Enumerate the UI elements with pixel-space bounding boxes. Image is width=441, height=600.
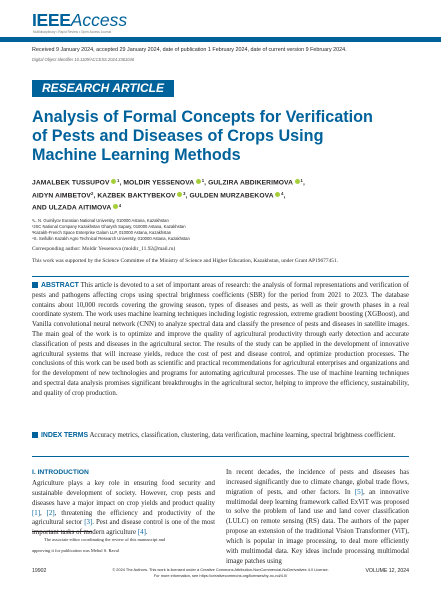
footnote-line: approving it for publication was Mehul S. Raval — [32, 548, 119, 553]
logo-access: Access — [70, 10, 128, 30]
citation-link[interactable]: [3] — [84, 519, 93, 527]
square-bullet-icon — [32, 432, 38, 438]
title-line: Analysis of Formal Concepts for Verification — [32, 108, 373, 126]
ieee-access-logo — [32, 11, 127, 30]
footnote-rule — [32, 531, 92, 532]
abstract — [32, 281, 409, 399]
index-terms-heading: INDEX TERMS — [41, 432, 89, 439]
author-name[interactable]: KAZBEK BAKTYBEKOV — [97, 192, 176, 199]
author-affiliation-mark: 1 — [117, 178, 120, 183]
author-name[interactable]: MOLDIR YESSENOVA — [123, 179, 195, 187]
license-line[interactable]: © 2024 The Authors. This work is licensed under a Creative Commons Attribution-NonCommercial-NoDerivatives 4.0 License. — [112, 567, 329, 572]
author-name[interactable]: AND ULZADA AITIMOVA — [32, 204, 112, 212]
body-text: , threatening the efficiency and productivity of the agricultural sector — [32, 509, 215, 527]
index-terms — [32, 431, 409, 441]
square-bullet-icon — [32, 282, 38, 288]
title-line: of Pests and Diseases of Crops Using — [32, 127, 324, 145]
footnote-line: The associate editor coordinating the review of this manuscript and — [44, 537, 166, 542]
orcid-icon[interactable] — [111, 179, 116, 184]
publication-dates: Received 9 January 2024, accepted 29 January 2024, date of publication 1 February 2024, date of current version 9 February 2024. — [32, 47, 347, 53]
affiliation-list — [32, 218, 190, 242]
author-name[interactable]: AIDYN AIMBETOV — [32, 192, 91, 199]
section-heading-introduction: I. INTRODUCTION — [32, 469, 89, 476]
body-text: . Pest and disease control is one of the most important tasks of modern agriculture — [32, 519, 216, 537]
footnote — [32, 534, 215, 556]
author-name[interactable]: GULZIRA ABDIKERIMOVA — [208, 179, 294, 187]
affiliation: ³Kazakh-French Space Enterprise Galam LLP, 010000 Astana, Kazakhstan — [32, 230, 172, 235]
body-text: . — [145, 529, 148, 537]
author-affiliation-mark: 4 — [118, 203, 122, 208]
funding-statement: This work was supported by the Science Committee of the Ministry of Science and Higher Education, Kazakhstan, under Grant AP19677451. — [32, 258, 338, 264]
orcid-icon[interactable] — [177, 192, 182, 197]
body-text: In recent decades, the incidence of pests and diseases has increased significantly due to climate change, global trade flows, migration of pests, and other factors. In — [226, 469, 409, 496]
page-number: 19902 — [32, 568, 47, 574]
citation-link[interactable]: [2] — [46, 509, 55, 517]
article-type-banner: RESEARCH ARTICLE — [32, 80, 174, 97]
author-list: JAMALBEK TUSSUPOV $^1$, MOLDIR YESSENOVA $^1$, GULZIRA ABDIKERIMOVA $^1$, AIDYN AIMBETOV$^2$, KAZBEK BAKTYBEKOV $^3$, GULDEN MURZABEKOVA $^4$, AND ULZADA AITIMOVA $^4$ — [32, 178, 305, 212]
index-terms-text: Accuracy metrics, classification, clustering, data verification, machine learning, spectral brightness coefficient. — [89, 432, 396, 439]
body-text: , — [40, 509, 47, 517]
logo-ieee: IEEE — [32, 10, 71, 30]
section-divider — [32, 276, 409, 277]
paper-title — [32, 108, 402, 165]
right-column — [226, 468, 409, 566]
title-line: Machine Learning Methods — [32, 146, 241, 164]
author-affiliation-mark: 2 — [91, 190, 94, 196]
body-text: Agriculture plays a key role in ensuring food security and sustainable development of society. However, crop pests and diseases have a major impact on crop yields and product quality — [32, 480, 215, 507]
author-affiliation-mark: 4 — [281, 190, 284, 196]
author-affiliation-mark: 3 — [183, 190, 186, 196]
left-column — [32, 468, 215, 538]
orcid-icon[interactable] — [113, 204, 118, 209]
citation-link[interactable]: [4] — [137, 529, 146, 537]
license-line[interactable]: For more information, see https://creativecommons.org/licenses/by-nc-nd/4.0/ — [153, 572, 288, 578]
author-name[interactable]: JAMALBEK TUSSUPOV — [32, 179, 110, 187]
doi-line[interactable]: Digital Object Identifier 10.1109/ACCESS.2024.3361046 — [32, 57, 135, 62]
body-text: , an innovative multimodal deep learning framework called ExViT was proposed to solve the problem of land use and land cover classification (LULC) on remote sensing (RS) data. The authors of the paper propose an extension of the traditional Vision Transformer (ViT), which is popular in image processing, to deal more efficiently with multimodal data. Key ideas include processing multimodal image patches using — [226, 488, 409, 565]
affiliation: ⁴S. Seifullin Kazakh Agro Technical Research University, 010000 Astana, Kazakhstan — [32, 236, 190, 241]
abstract-heading: ABSTRACT — [41, 282, 79, 289]
author-affiliation-mark: 1 — [300, 178, 303, 183]
orcid-icon[interactable] — [196, 179, 201, 184]
journal-tagline: Multidisciplinary • Rapid Review • Open Access Journal — [33, 30, 112, 34]
affiliation: ²JSC National Company Kazakhstan Gharysh Sapary, 010000 Astana, Kazakhstan — [32, 224, 186, 229]
corresponding-author: Corresponding author: Moldir Yessenova (moldir_11.92@mail.ru) — [32, 246, 176, 252]
page-footer — [0, 568, 441, 600]
section-divider — [32, 456, 409, 457]
affiliation: ¹L. N. Gumilyov Eurasian National University, 010000 Astana, Kazakhstan — [32, 218, 169, 223]
orcid-icon[interactable] — [295, 179, 300, 184]
volume-label: VOLUME 12, 2024 — [365, 568, 409, 574]
header-band — [0, 37, 441, 42]
orcid-icon[interactable] — [275, 192, 280, 197]
abstract-text: This article is devoted to a set of important areas of research: the analysis of formal representations and verification of pests and pathogens affecting crops using spectral brightness coefficients (SBR) for the period from 2021 to 2023. The database contains about 10,000 records covering the growing season, types of diseases and pests, as well as their growth phases in a real coordinate system. The work uses machine learning techniques including logistic regression, extreme gradient boosting (XGBoost), and Vanilla convolutional neural network (CNN) to analyze spectral data and classify the presence of pests and diseases in satellite images. The main goal of the work is to optimize and improve the quality of agricultural productivity through early detection and accurate classification of pests and diseases in the agricultural sector. The results of the study can be applied in the development of innovative agricultural systems that will increase yields, reduce the cost of pest and disease control, and optimize production processes. The conclusions of this work can be used both as scientific and practical recommendations for agricultural enterprises and organizations and for the development of new technologies and programs for automating agricultural processes. The use of machine learning techniques and spectral data analysis promises significant breakthroughs in the agricultural sector, helping to improve the efficiency, sustainability, and quality of crop production. — [32, 282, 409, 397]
citation-link[interactable]: [5] — [354, 488, 363, 496]
author-affiliation-mark: 1 — [201, 178, 205, 183]
citation-link[interactable]: [1] — [32, 509, 41, 517]
author-name[interactable]: GULDEN MURZABEKOVA — [189, 192, 274, 199]
